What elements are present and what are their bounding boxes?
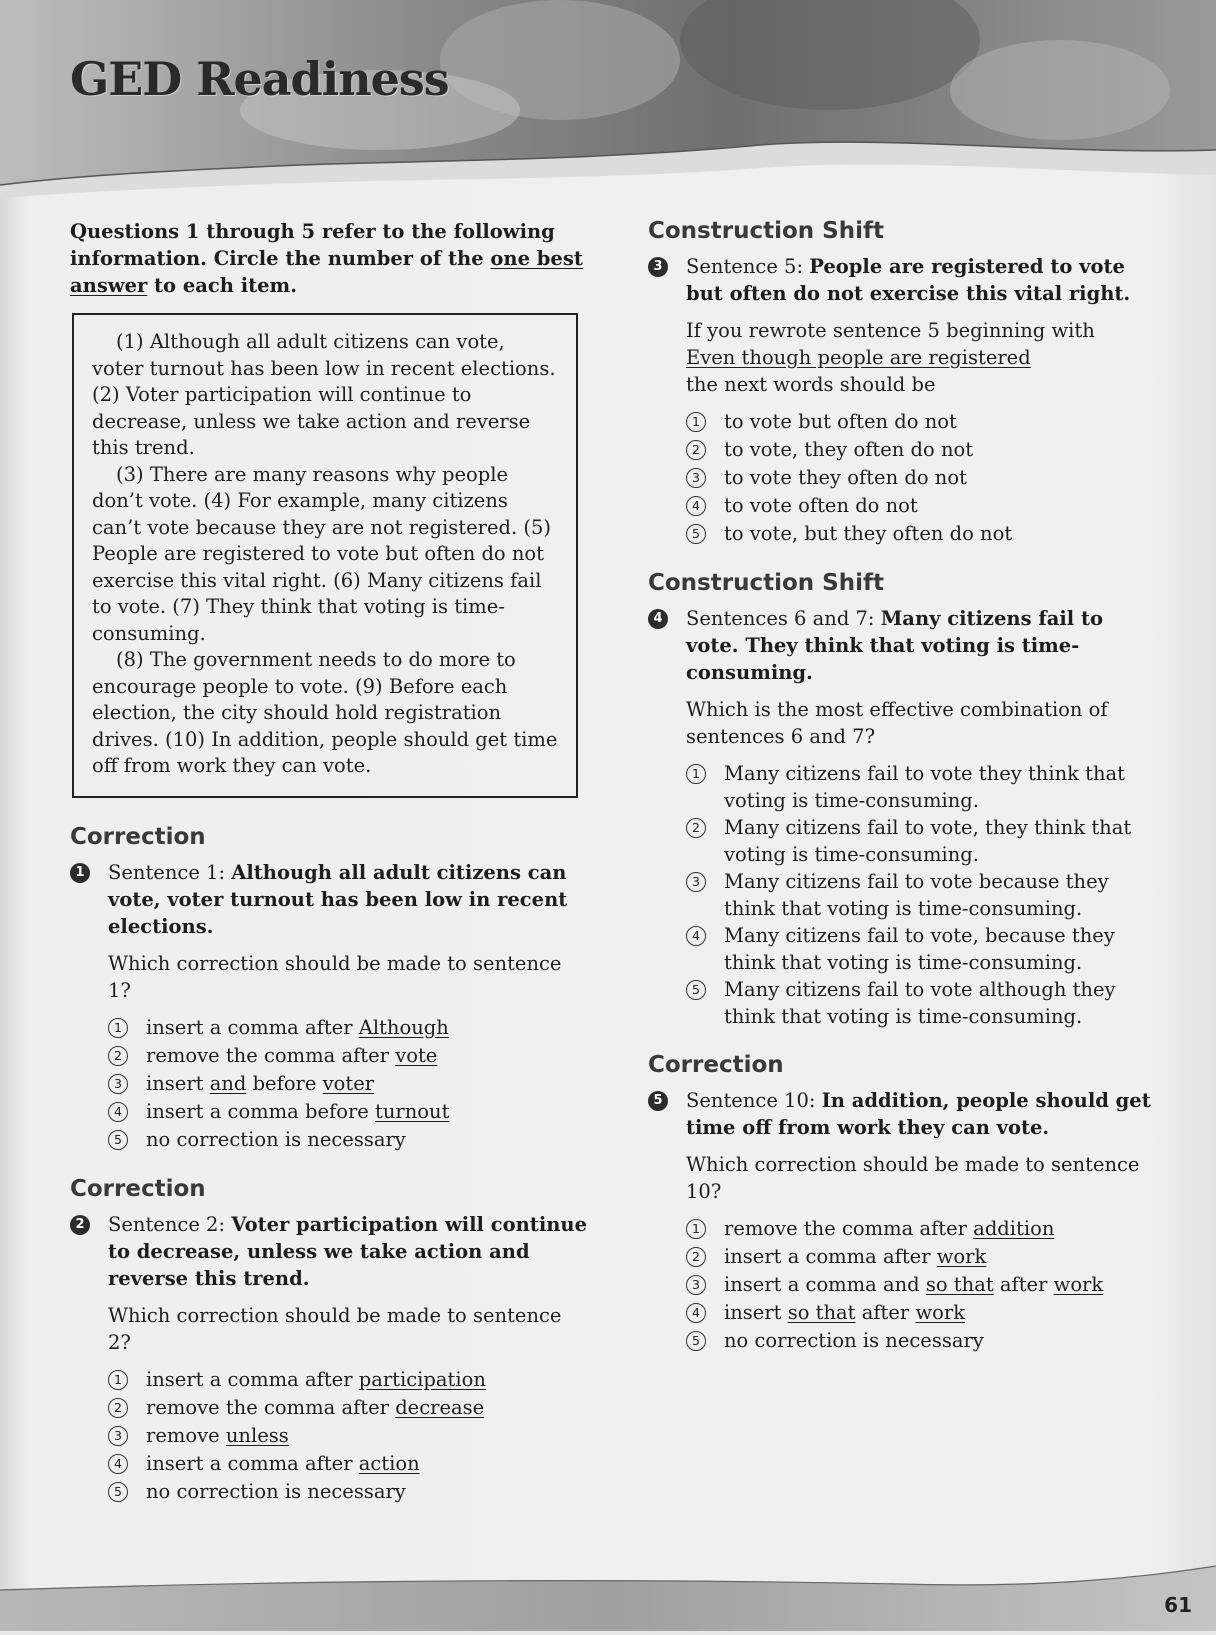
answer-option[interactable]: 5 to vote, but they often do not <box>686 520 1156 548</box>
answer-option[interactable]: 3 Many citizens fail to vote because they think that voting is time-consuming. <box>686 868 1156 922</box>
answer-options <box>648 1215 1156 1355</box>
answer-options <box>70 1014 590 1154</box>
footer-banner <box>0 1560 1216 1631</box>
question-prompt: Which correction should be made to sentence 2? <box>108 1303 562 1354</box>
question-number-badge: 4 <box>648 609 668 629</box>
answer-option[interactable]: 5 Many citizens fail to vote although they think that voting is time-consuming. <box>686 976 1156 1030</box>
question-number-badge: 5 <box>648 1091 668 1111</box>
instructions: Questions 1 through 5 refer to the following information. Circle the number of the one best answer to each item. <box>70 220 583 297</box>
section-heading: Correction <box>70 1175 206 1202</box>
page-title: GED Readiness <box>70 52 449 106</box>
question-prompt: If you rewrote sentence 5 beginning with Even though people are registered the next words should be <box>686 319 1095 396</box>
question-stem: Sentence 10: In addition, people should get time off from work they can vote. <box>686 1089 1151 1139</box>
question-1 <box>70 824 590 1154</box>
section-heading: Construction Shift <box>648 218 884 244</box>
answer-option[interactable]: 1 Many citizens fail to vote they think that voting is time-consuming. <box>686 760 1156 814</box>
answer-option[interactable]: 1 insert a comma after Although <box>108 1014 590 1042</box>
question-number-badge: 3 <box>648 257 668 277</box>
header-banner <box>0 0 1216 215</box>
passage-paragraph: (1) Although all adult citizens can vote, voter turnout has been low in recent elections. (2) Voter participation will continue to decrease, unless we take action and reverse this trend. <box>92 330 556 459</box>
question-5 <box>648 1052 1156 1355</box>
question-prompt: Which correction should be made to sentence 1? <box>108 951 562 1002</box>
question-4 <box>648 570 1156 1030</box>
question-stem: Sentence 1: Although all adult citizens can vote, voter turnout has been low in recent elections. <box>108 860 568 938</box>
passage-paragraph: (8) The government needs to do more to encourage people to vote. (9) Before each election, the city should hold registration drives. (10) In addition, people should get time off from work they can vote. <box>92 648 558 777</box>
answer-option[interactable]: 2 Many citizens fail to vote, they think that voting is time-consuming. <box>686 814 1156 868</box>
answer-option[interactable]: 4 insert a comma after action <box>108 1450 590 1478</box>
answer-option[interactable]: 5 no correction is necessary <box>108 1126 590 1154</box>
answer-option[interactable]: 3 to vote they often do not <box>686 464 1156 492</box>
question-2 <box>70 1176 590 1506</box>
passage-paragraph: (3) There are many reasons why people don’t vote. (4) For example, many citizens can’t vote because they are not registered. (5) People are registered to vote but often do not exercise this vital right. (6) Many citizens fail to vote. (7) They think that voting is time-consuming. <box>92 462 552 645</box>
answer-option[interactable]: 2 insert a comma after work <box>686 1243 1156 1271</box>
answer-option[interactable]: 3 insert a comma and so that after work <box>686 1271 1156 1299</box>
answer-option[interactable]: 5 no correction is necessary <box>686 1327 1156 1355</box>
question-stem: Sentences 6 and 7: Many citizens fail to vote. They think that voting is time-consuming. <box>686 607 1103 684</box>
answer-options <box>648 760 1156 1030</box>
answer-option[interactable]: 4 Many citizens fail to vote, because they think that voting is time-consuming. <box>686 922 1156 976</box>
question-stem: Sentence 5: People are registered to vote but often do not exercise this vital right. <box>686 255 1131 305</box>
reading-passage <box>72 313 578 798</box>
answer-option[interactable]: 1 insert a comma after participation <box>108 1366 590 1394</box>
page-number: 61 <box>1164 1593 1192 1617</box>
section-heading: Correction <box>648 1052 784 1078</box>
answer-options <box>648 408 1156 548</box>
answer-option[interactable]: 3 remove unless <box>108 1422 590 1450</box>
right-column <box>648 218 1156 1377</box>
section-heading: Correction <box>70 823 206 850</box>
left-column <box>70 218 590 1528</box>
answer-option[interactable]: 5 no correction is necessary <box>108 1478 590 1506</box>
answer-option[interactable]: 3 insert and before voter <box>108 1070 590 1098</box>
answer-option[interactable]: 4 to vote often do not <box>686 492 1156 520</box>
answer-option[interactable]: 2 remove the comma after vote <box>108 1042 590 1070</box>
answer-option[interactable]: 1 to vote but often do not <box>686 408 1156 436</box>
answer-option[interactable]: 4 insert a comma before turnout <box>108 1098 590 1126</box>
answer-option[interactable]: 2 remove the comma after decrease <box>108 1394 590 1422</box>
question-prompt: Which correction should be made to sentence 10? <box>686 1153 1140 1203</box>
answer-option[interactable]: 1 remove the comma after addition <box>686 1215 1156 1243</box>
section-heading: Construction Shift <box>648 570 884 596</box>
answer-option[interactable]: 2 to vote, they often do not <box>686 436 1156 464</box>
question-prompt: Which is the most effective combination of sentences 6 and 7? <box>686 698 1108 748</box>
question-number-badge: 1 <box>70 863 90 883</box>
answer-options <box>70 1366 590 1506</box>
question-3 <box>648 218 1156 548</box>
answer-option[interactable]: 4 insert so that after work <box>686 1299 1156 1327</box>
question-number-badge: 2 <box>70 1215 90 1235</box>
question-stem: Sentence 2: Voter participation will continue to decrease, unless we take action and reverse this trend. <box>108 1212 587 1290</box>
